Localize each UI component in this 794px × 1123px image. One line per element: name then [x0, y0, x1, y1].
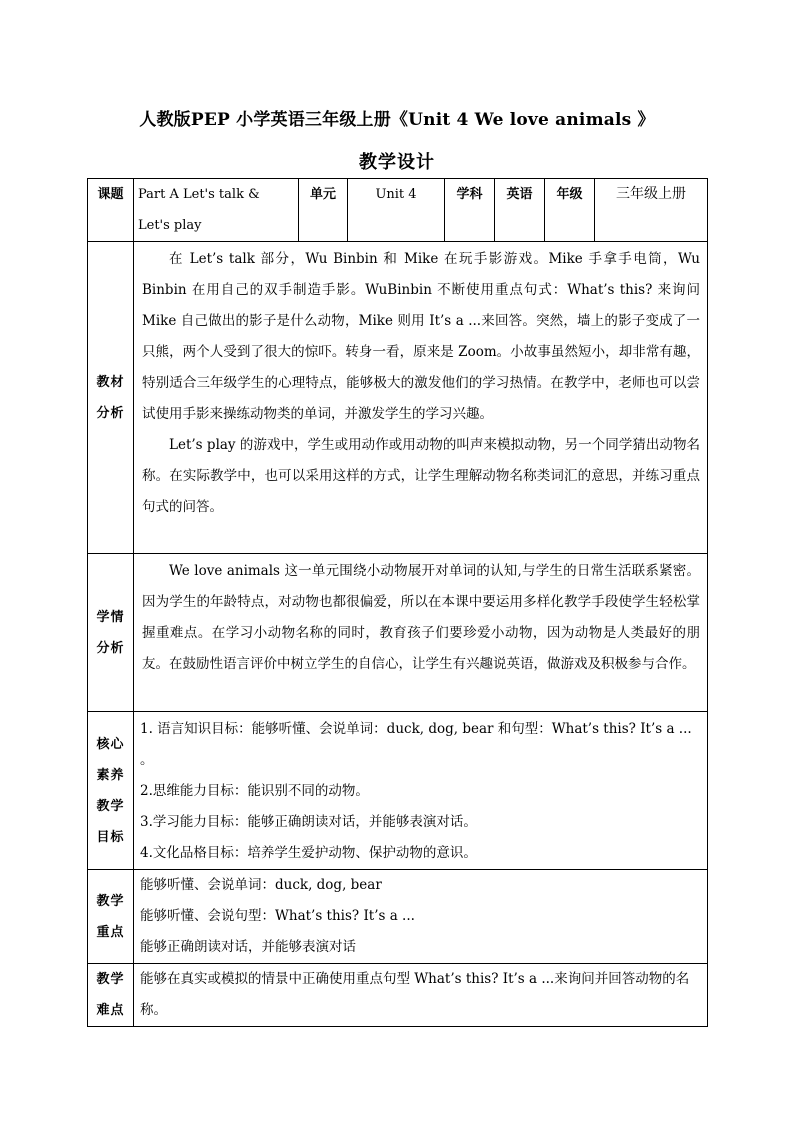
core-literacy-item1: 1. 语言知识目标：能够听懂、会说单词：duck, dog, bear 和句型：What’s this? It’s a ... 。 [140, 721, 692, 768]
key-points-row [88, 870, 708, 964]
key-points-label-line1: 教学 [96, 893, 125, 909]
grade-value: 三年级上册 [595, 179, 708, 242]
lesson-plan-table [87, 178, 708, 1027]
key-points-label [88, 870, 134, 964]
grade-label: 年级 [545, 179, 595, 242]
key-points-line1: 能够听懂、会说单词：duck, dog, bear [140, 877, 382, 893]
material-analysis-para1: 在 Let’s talk 部分，Wu Binbin 和 Mike 在玩手影游戏。Mike 手拿手电筒，Wu Binbin 在用自己的双手制造手影。WuBinbin 不断使用重点句式：What’s this? 来询问 Mike 自己做出的影子是什么动物，Mike 则用 It’s a ...来回答。突然，墙上的影子变成了一只熊，两个人受到了很大的惊吓。转身一看，原来是 Zoom。小故事虽然短小，却非常有趣，特别适合三年级学生的心理特点，能够极大的激发他们的学习热情。在教学中，老师也可以尝试使用手影来操练动物类的单词，并激发学生的学习兴趣。 [142, 251, 700, 422]
student-analysis-content [134, 554, 708, 712]
student-analysis-label-line1: 学情 [96, 609, 125, 625]
material-analysis-label-line2: 分析 [96, 405, 125, 421]
subject-label: 学科 [445, 179, 495, 242]
core-literacy-item4: 4.文化品格目标：培养学生爱护动物、保护动物的意识。 [140, 845, 477, 861]
material-analysis-para2: Let’s play 的游戏中，学生或用动作或用动物的叫声来模拟动物，另一个同学猜出动物名称。在实际教学中，也可以采用这样的方式，让学生理解动物名称类词汇的意思，并练习重点句式的问答。 [142, 437, 700, 515]
core-literacy-label-line4: 目标 [96, 829, 125, 845]
student-analysis-para: We love animals 这一单元围绕小动物展开对单词的认知,与学生的日常生活联系紧密。因为学生的年龄特点，对动物也都很偏爱，所以在本课中要运用多样化教学手段使学生轻松掌握重难点。在学习小动物名称的同时，教育孩子们要珍爱小动物，因为动物是人类最好的朋友。在鼓励性语言评价中树立学生的自信心，让学生有兴趣说英语，做游戏及积极参与合作。 [142, 563, 700, 672]
material-analysis-content [134, 242, 708, 554]
student-analysis-label [88, 554, 134, 712]
difficulties-row [88, 964, 708, 1027]
core-literacy-content [134, 712, 708, 870]
document-subtitle: 教学设计 [359, 152, 435, 173]
core-literacy-row [88, 712, 708, 870]
core-literacy-label-line3: 教学 [96, 798, 125, 814]
unit-label: 单元 [299, 179, 348, 242]
document-title: 人教版PEP 小学英语三年级上册《Unit 4 We love animals 》 [139, 110, 655, 130]
key-points-line2: 能够听懂、会说句型：What’s this? It’s a ... [140, 908, 415, 924]
core-literacy-label-line2: 素养 [96, 767, 125, 783]
topic-label: 课题 [88, 179, 134, 242]
core-literacy-item2: 2.思维能力目标：能识别不同的动物。 [140, 783, 369, 799]
subject-value: 英语 [495, 179, 545, 242]
unit-value: Unit 4 [348, 179, 445, 242]
material-analysis-label-line1: 教材 [96, 374, 125, 390]
key-points-label-line2: 重点 [96, 924, 125, 940]
topic-value: Part A Let's talk & Let's play [134, 179, 299, 242]
difficulties-content [134, 964, 708, 1027]
difficulties-label-line1: 教学 [96, 972, 125, 987]
header-row [88, 179, 708, 242]
core-literacy-label-line1: 核心 [96, 736, 125, 752]
student-analysis-label-line2: 分析 [96, 640, 125, 656]
material-analysis-label [88, 242, 134, 554]
difficulties-label [88, 964, 134, 1027]
key-points-line3: 能够正确朗读对话，并能够表演对话 [140, 939, 356, 955]
student-analysis-row [88, 554, 708, 712]
material-analysis-row [88, 242, 708, 554]
key-points-content [134, 870, 708, 964]
core-literacy-label [88, 712, 134, 870]
difficulties-label-line2: 难点 [96, 1003, 125, 1018]
core-literacy-item3: 3.学习能力目标：能够正确朗读对话，并能够表演对话。 [140, 814, 477, 830]
difficulties-para: 能够在真实或模拟的情景中正确使用重点句型 What’s this? It’s a ...来询问并回答动物的名称。 [140, 971, 690, 1018]
